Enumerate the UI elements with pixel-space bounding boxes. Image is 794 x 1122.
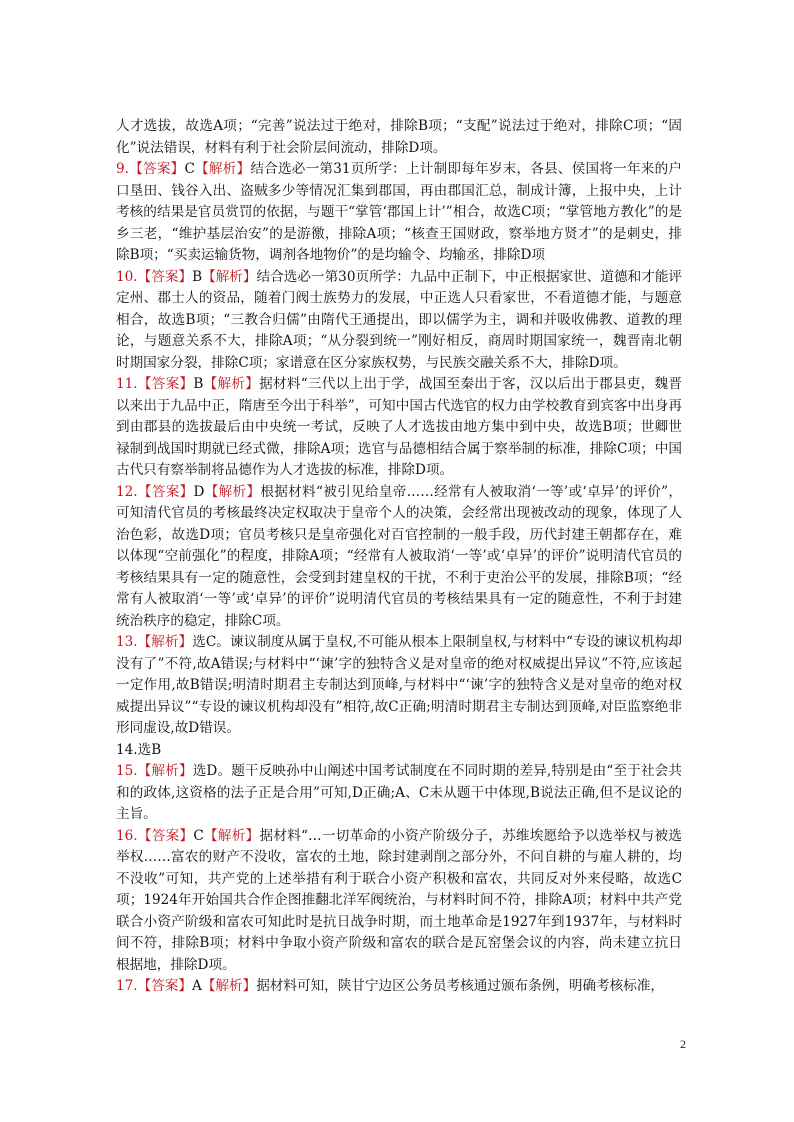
paragraph-text: 结合选必一第30页所学：九品中正制下，中正根据家世、道德和才能评定州、郡士人的资品，随着门阀士族势力的发展，中正选人只看家世，不看道德才能，与题意相合，故选B项；“三教合归儒”由隋代王通提出，即以儒学为主，调和并吸收佛教、道教的理论，与题意关系不大，排除A项；“从分裂到统一”刚好相反，商周时期国家统一，魏晋南北朝时期国家分裂，排除C项；家谱意在区分家族权势，与民族交融关系不大，排除D项。	[116, 268, 683, 371]
question-number: 16.	[116, 827, 138, 844]
answer-paragraph-15	[116, 761, 682, 826]
question-number: 17.	[116, 978, 138, 994]
answer-letter: D	[193, 483, 205, 500]
analysis-label: 【解析】	[203, 827, 260, 844]
paragraph-text: 据材料可知，陕甘宁边区公务员考核通过颁布条例，明确考核标准，	[256, 978, 665, 994]
analysis-label: 【解析】	[202, 268, 257, 285]
paragraph-text: 选C。谏议制度从属于皇权,不可能从根本上限制皇权,与材料中“专设的谏议机构却没有了”不符,故A错误;与材料中“‘谏’字的独特含义是对皇帝的绝对权威提出异议”不符,应该起一定作用,故B错误;明清时期君主专制达到顶峰,与材料中“‘谏’字的独特含义是对皇帝的绝对权威提出异议”“专设的谏议机构却没有”相符,故C正确;明清时期君主专制达到顶峰,对臣监察绝非形同虚设,故D错误。	[116, 634, 682, 736]
answer-label: 【答案】	[137, 827, 194, 844]
answer-paragraph-11	[116, 374, 682, 482]
paragraph-text: 根据材料“被引见给皇帝……经常有人被取消‘一等’或‘卓异’的评价”，可知清代官员的考核最终决定权取决于皇帝个人的决策，会经常出现被改动的现象，体现了人治色彩，故选D项；官员考核只是皇帝强化对百官控制的一般手段，历代封建王朝都存在，难以体现“空前强化”的程度，排除A项；“经常有人被取消‘一等’或‘卓异’的评价”说明清代官员的考核结果具有一定的随意性，会受到封建皇权的干扰，不利于吏治公平的发展，排除B项；“经常有人被取消‘一等’或‘卓异’的评价”说明清代官员的考核结果具有一定的随意性，不利于封建统治秩序的稳定，排除C项。	[116, 483, 683, 629]
answer-paragraph-13	[116, 632, 682, 740]
question-number: 13.	[116, 634, 138, 650]
answer-paragraph-12	[116, 482, 682, 633]
answer-key-page-body	[116, 116, 682, 998]
answer-paragraph-16	[116, 826, 682, 977]
answer-letter: A	[192, 978, 202, 994]
answer-letter: C	[184, 161, 195, 177]
paragraph-text: 结合选必一第31页所学：上计制即每年岁末，各县、侯国将一年来的户口垦田、钱谷入出、盗贼多少等情况汇集到郡国，再由郡国汇总，制成计簿，上报中央，上计考核的结果是官员赏罚的依据，与题干“掌管‘郡国上计’”相合，故选C项；“掌管地方教化”的是乡三老，“维护基层治安”的是游徼，排除A项；“核查王国财政，察举地方贤才”的是刺史，排除B项；“买卖运输货物，调剂各地物价”的是均输令、均输丞，排除D项	[116, 161, 682, 263]
question-number: 15.	[116, 763, 138, 779]
answer-label: 【答案】	[137, 483, 194, 500]
question-number: 9.	[116, 161, 129, 177]
paragraph-text: 据材料“…一切革命的小资产阶级分子，苏维埃愿给予以选举权与被选举权……富农的财产不没收，富农的土地，除封建剥削之部分外，不问自耕的与雇人耕的，均不没收”可知，共产党的上述举措有利于联合小资产积极和富农，共同反对外来侵略，故选C项；1924年开始国共合作企图推翻北洋军阀统治，与材料时间不符，排除A项；材料中共产党联合小资产阶级和富农可知此时是抗日战争时期，而土地革命是1927年到1937年，与材料时间不符，排除B项；材料中争取小资产阶级和富农的联合是瓦窑堡会议的内容，尚未建立抗日根据地，排除D项。	[116, 827, 683, 973]
paragraph-text: 人才选拔，故选A项；“完善”说法过于绝对，排除B项；“支配”说法过于绝对，排除C项；“固化”说法错误，材料有利于社会阶层间流动，排除D项。	[116, 118, 682, 156]
answer-paragraph-continuation	[116, 116, 682, 159]
paragraph-text: 选D。题干反映孙中山阐述中国考试制度在不同时期的差异,特别是由“至于社会共和的政体,这资格的法子正是合用”可知,D正确;A、C未从题干中体现,B说法正确,但不是议论的主旨。	[116, 763, 683, 822]
answer-label: 【答案】	[137, 978, 192, 994]
answer-paragraph-9	[116, 159, 682, 267]
analysis-label: 【解析】	[137, 634, 193, 650]
question-number: 12.	[116, 483, 138, 500]
analysis-label: 【解析】	[204, 483, 261, 500]
answer-letter: C	[193, 827, 204, 844]
answer-label: 【答案】	[137, 268, 193, 285]
answer-paragraph-14	[116, 740, 682, 762]
analysis-label: 【解析】	[203, 376, 260, 392]
answer-label: 【答案】	[137, 376, 194, 392]
answer-paragraph-10	[116, 267, 682, 375]
analysis-label: 【解析】	[194, 161, 251, 177]
answer-letter: B	[193, 376, 204, 392]
question-number: 10.	[116, 268, 138, 285]
page-number: 2	[680, 1037, 686, 1051]
analysis-label: 【解析】	[201, 978, 257, 994]
answer-letter: B	[192, 268, 203, 285]
answer-label: 【答案】	[128, 161, 185, 177]
analysis-label: 【解析】	[137, 763, 193, 779]
answer-paragraph-17	[116, 976, 682, 998]
paragraph-text: 14.选B	[116, 741, 162, 758]
paragraph-text: 据材料“三代以上出于学，战国至秦出于客，汉以后出于郡县吏，魏晋以来出于九品中正，隋唐至今出于科举”，可知中国古代选官的权力由学校教育到宾客中出身再到由郡县的选拔最后由中央统一考试，反映了人才选拔由地方集中到中央，故选B项；世卿世禄制到战国时期就已经式微，排除A项；选官与品德相结合属于察举制的标准，排除C项；中国古代只有察举制将品德作为人才选拔的标准，排除D项。	[116, 376, 682, 478]
question-number: 11.	[116, 376, 138, 392]
